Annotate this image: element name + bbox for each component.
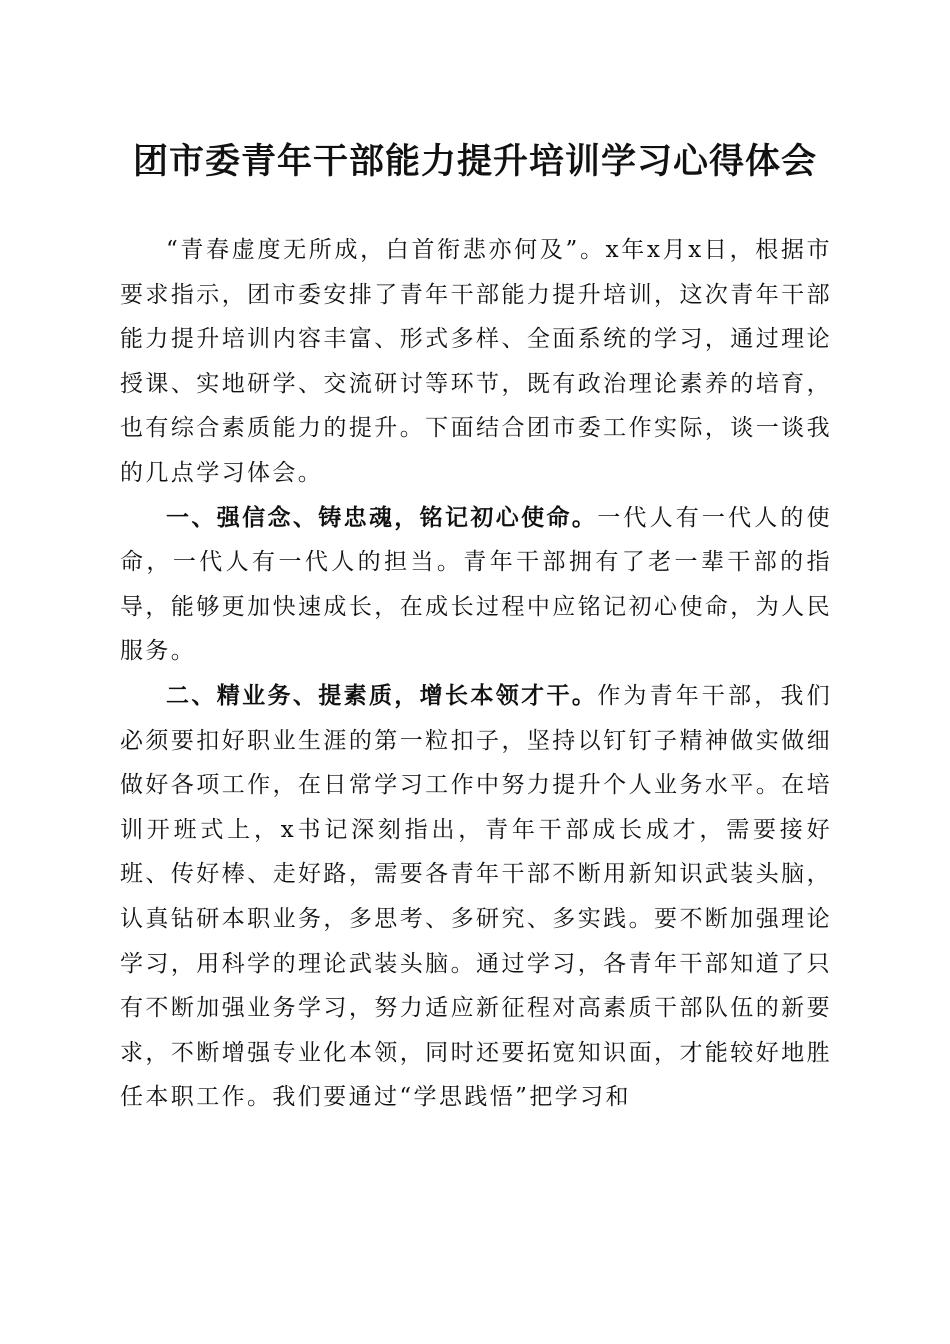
paragraph-text: “青春虚度无所成，白首衔悲亦何及”。x年x月x日，根据市要求指示，团市委安排了青年干部能力提升培训，这次青年干部能力提升培训内容丰富、形式多样、全面系统的学习，通过理论授课、实地研学、交流研讨等环节，既有政治理论素养的培育，也有综合素质能力的提升。下面结合团市委工作实际，谈一谈我的几点学习体会。 [120,237,832,486]
paragraph-text: 一代人有一代人的使命，一代人有一代人的担当。青年干部拥有了老一辈干部的指导，能够更加快速成长，在成长过程中应铭记初心使命，为人民服务。 [120,504,832,665]
paragraph-intro [120,228,832,496]
document-body [120,228,832,1120]
paragraph-text: 作为青年干部，我们必须要扣好职业生涯的第一粒扣子，坚持以钉钉子精神做实做细做好各项工作，在日常学习工作中努力提升个人业务水平。在培训开班式上，x书记深刻指出，青年干部成长成才，需要接好班、传好棒、走好路，需要各青年干部不断用新知识武装头脑，认真钻研本职业务，多思考、多研究、多实践。要不断加强理论学习，用科学的理论武装头脑。通过学习，各青年干部知道了只有不断加强业务学习，努力适应新征程对高素质干部队伍的新要求，不断增强专业化本领，同时还要拓宽知识面，才能较好地胜任本职工作。我们要通过“学思践悟”把学习和 [120,682,832,1111]
paragraph-section-2 [120,674,832,1120]
section-heading: 一、强信念、铸忠魂，铭记初心使命。 [166,504,598,531]
section-heading: 二、精业务、提素质，增长本领才干。 [166,682,598,709]
document-title: 团市委青年干部能力提升培训学习心得体会 [132,142,817,182]
paragraph-section-1 [120,496,832,674]
